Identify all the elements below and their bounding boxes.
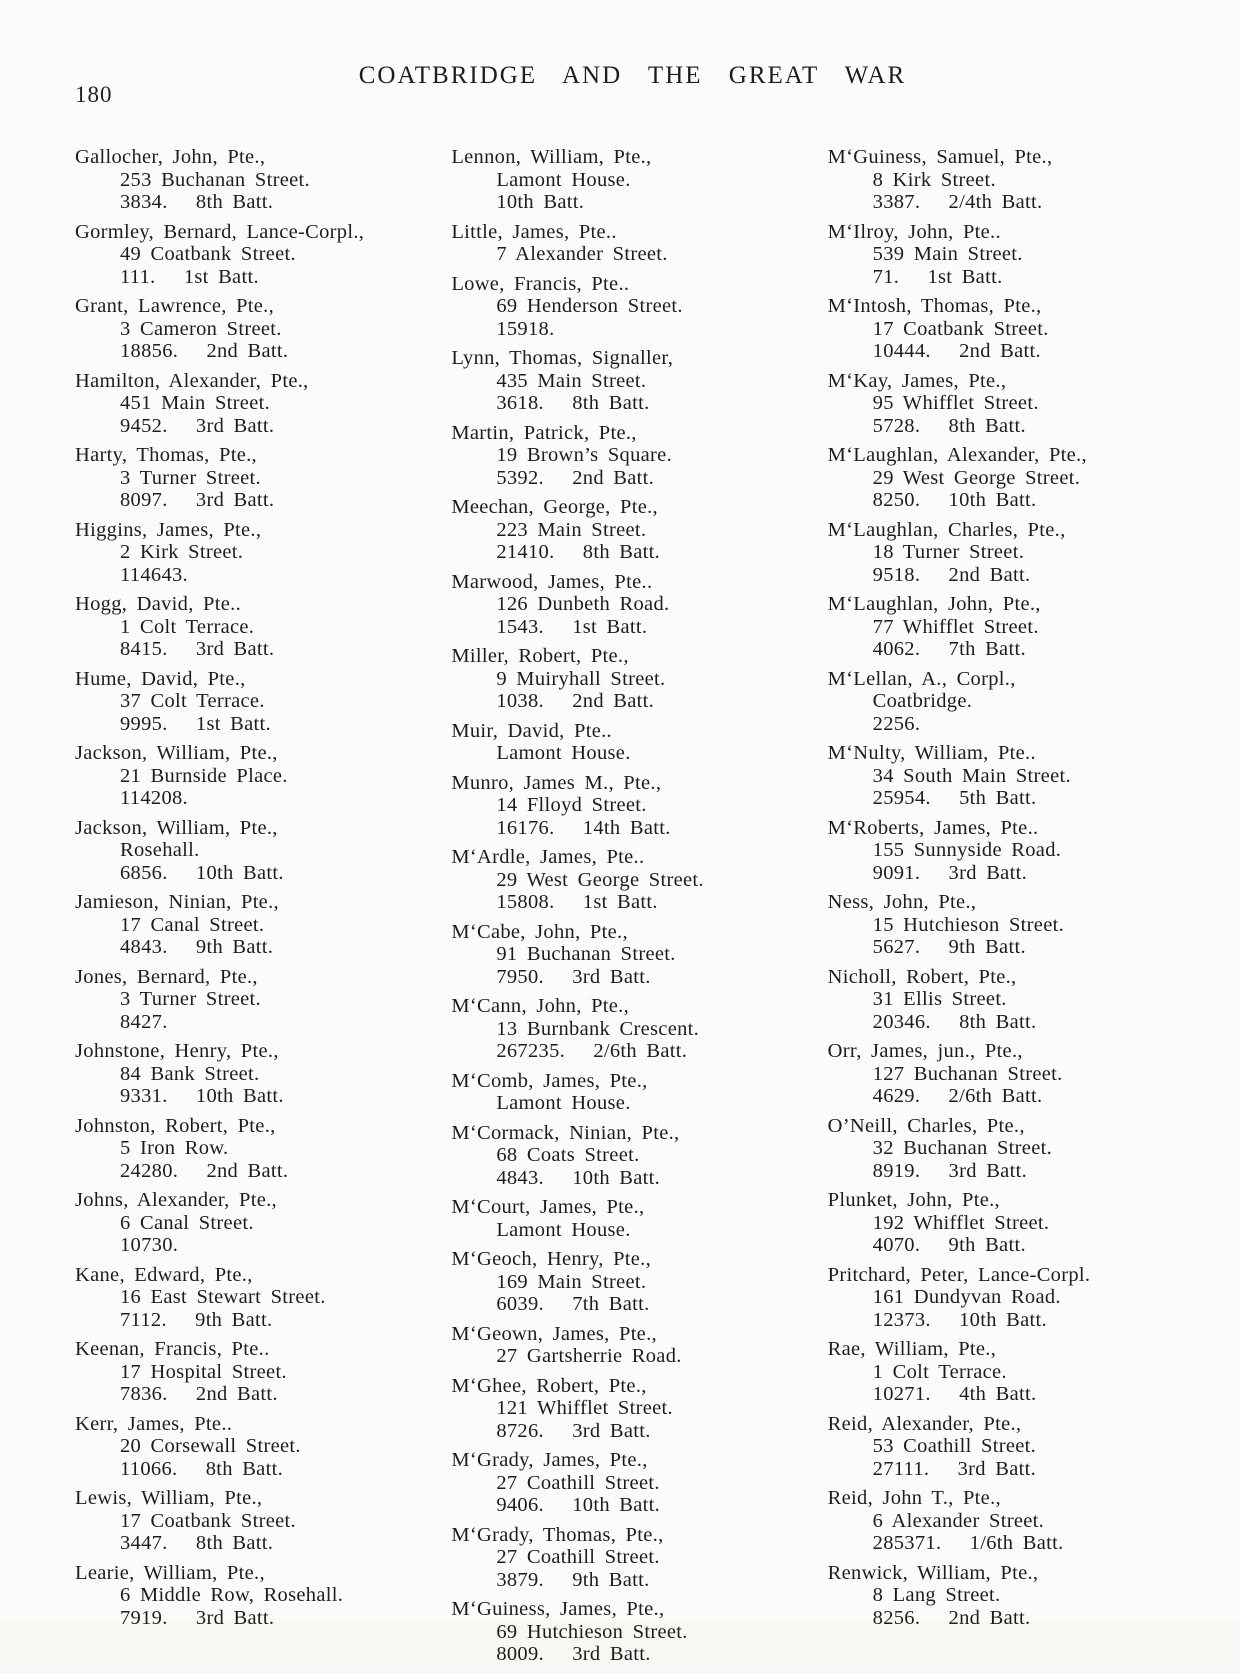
entry-detail: 3 Turner Street. [120,988,261,1010]
roll-entry [451,921,813,989]
entry-detail: 84 Bank Street. [120,1062,260,1085]
entry-detail: Lamont House. [496,742,631,764]
roll-of-honour-columns [75,146,1190,1673]
roll-entry [75,891,437,959]
entry-detail: 9518. 2nd Batt. [872,563,1031,586]
roll-entry [75,1189,437,1257]
entry-detail: Lamont House. [496,168,631,191]
entry-name: M‘Court, James, Pte., [451,1196,645,1218]
entry-detail: 31 Ellis Street. [872,988,1007,1010]
entry-name: M‘Cabe, John, Pte., [451,920,628,943]
entry-detail: 192 Whifflet Street. [872,1211,1050,1234]
entry-name: M‘Kay, James, Pte., [827,369,1007,392]
entry-detail: 10444. 2nd Batt. [872,340,1041,362]
entry-name: M‘Ilroy, John, Pte.. [827,220,1001,243]
entry-detail: 3387. 2/4th Batt. [872,191,1043,213]
entry-name: Lewis, William, Pte., [75,1487,263,1509]
roll-entry [451,273,813,341]
entry-detail: 7919. 3rd Batt. [120,1606,275,1629]
entry-name: Renwick, William, Pte., [827,1561,1039,1584]
entry-detail: 21 Burnside Place. [120,764,288,787]
entry-name: M‘Laughlan, John, Pte., [827,593,1041,615]
entry-name: M‘Ghee, Robert, Pte., [451,1374,647,1397]
entry-detail: 3879. 9th Batt. [496,1568,650,1591]
roll-entry [451,1196,813,1241]
roll-entry [828,668,1190,736]
entry-detail: 8 Lang Street. [872,1584,1001,1606]
entry-detail: 32 Buchanan Street. [872,1137,1053,1159]
entry-name: Munro, James M., Pte., [451,771,662,794]
entry-detail: 8250. 10th Batt. [872,489,1037,511]
roll-entry [451,1122,813,1190]
entry-name: Hogg, David, Pte.. [75,593,241,615]
entry-detail: 12373. 10th Batt. [872,1308,1047,1331]
entry-name: Jones, Bernard, Pte., [75,965,258,988]
roll-entry [451,496,813,564]
roll-entry [451,1449,813,1517]
entry-detail: 53 Coathill Street. [872,1435,1037,1457]
entry-name: Gormley, Bernard, Lance-Corpl., [75,220,365,243]
roll-entry [75,817,437,885]
entry-detail: 69 Henderson Street. [496,295,683,317]
entry-name: M‘Laughlan, Alexander, Pte., [827,444,1087,466]
entry-detail: 10271. 4th Batt. [872,1383,1037,1405]
entry-name: Martin, Patrick, Pte., [451,421,637,444]
entry-detail: 223 Main Street. [496,518,647,541]
roll-entry [828,1487,1190,1555]
entry-name: Learie, William, Pte., [75,1561,265,1584]
entry-detail: 8415. 3rd Batt. [120,638,275,660]
roll-entry [75,593,437,661]
entry-detail: 8726. 3rd Batt. [496,1419,651,1442]
entry-detail: 3 Turner Street. [120,466,261,489]
entry-detail: 127 Buchanan Street. [872,1062,1063,1085]
roll-entry [451,1598,813,1666]
entry-detail: 21410. 8th Batt. [496,541,661,563]
entry-detail: 5728. 8th Batt. [872,414,1026,437]
entry-detail: 253 Buchanan Street. [120,168,310,191]
roll-entry [451,1248,813,1316]
entry-name: Lowe, Francis, Pte.. [451,272,630,295]
entry-detail: 17 Hospital Street. [120,1360,287,1383]
entry-name: Reid, John T., Pte., [827,1487,1001,1509]
entry-detail: 6 Canal Street. [120,1211,254,1234]
entry-detail: 15 Hutchieson Street. [872,913,1065,936]
entry-name: Ness, John, Pte., [827,891,977,913]
roll-entry [828,891,1190,959]
entry-detail: 8256. 2nd Batt. [872,1606,1031,1629]
entry-detail: 539 Main Street. [872,243,1023,265]
roll-entry [828,1413,1190,1481]
entry-name: Miller, Robert, Pte., [451,645,629,667]
column-1 [75,146,437,1673]
roll-entry [828,1115,1190,1183]
entry-detail: 114208. [120,787,188,809]
entry-detail: 2 Kirk Street. [120,541,244,563]
entry-name: M‘Grady, Thomas, Pte., [451,1523,664,1546]
entry-name: Johns, Alexander, Pte., [75,1189,277,1211]
entry-name: Pritchard, Peter, Lance-Corpl. [827,1263,1091,1286]
entry-detail: 2256. [872,712,921,735]
entry-detail: 4629. 2/6th Batt. [872,1085,1043,1107]
entry-name: M‘Cormack, Ninian, Pte., [451,1121,680,1144]
entry-name: M‘Guiness, Samuel, Pte., [827,146,1053,168]
roll-entry [828,742,1190,810]
roll-entry [828,1562,1190,1630]
entry-name: Rae, William, Pte., [827,1338,997,1360]
entry-detail: 7112. 9th Batt. [120,1308,273,1331]
entry-detail: 25954. 5th Batt. [872,787,1037,809]
roll-entry [75,966,437,1034]
entry-detail: 71. 1st Batt. [872,265,1003,288]
entry-detail: 17 Canal Street. [120,913,265,936]
entry-name: Keenan, Francis, Pte.. [75,1338,270,1360]
entry-detail: 4070. 9th Batt. [872,1234,1026,1256]
page-title: COATBRIDGE AND THE GREAT WAR [358,62,907,89]
entry-detail: 1038. 2nd Batt. [496,690,655,712]
entry-detail: 15808. 1st Batt. [496,891,658,913]
entry-detail: 3 Cameron Street. [120,317,282,340]
entry-detail: 8097. 3rd Batt. [120,489,275,511]
entry-name: Lynn, Thomas, Signaller, [451,347,674,369]
entry-detail: 19 Brown’s Square. [496,444,673,466]
roll-entry [451,221,813,266]
entry-detail: 9452. 3rd Batt. [120,414,275,437]
column-3 [828,146,1190,1673]
roll-entry [75,1487,437,1555]
roll-entry [75,519,437,587]
entry-detail: 11066. 8th Batt. [120,1457,283,1480]
entry-name: M‘Lellan, A., Corpl., [827,667,1016,690]
entry-detail: 1 Colt Terrace. [872,1360,1007,1383]
entry-detail: 451 Main Street. [120,392,271,414]
entry-detail: 9406. 10th Batt. [496,1494,661,1516]
entry-name: M‘Grady, James, Pte., [451,1449,648,1471]
entry-name: Kerr, James, Pte.. [75,1412,233,1435]
entry-detail: 5 Iron Row. [120,1137,229,1159]
entry-detail: 3447. 8th Batt. [120,1532,274,1554]
entry-detail: 27 Coathill Street. [496,1546,660,1568]
roll-entry [75,1040,437,1108]
entry-detail: 9995. 1st Batt. [120,712,271,735]
entry-detail: 16 East Stewart Street. [120,1286,326,1308]
entry-detail: 27 Gartsherrie Road. [496,1345,682,1367]
entry-name: Little, James, Pte.. [451,220,617,243]
roll-entry [75,221,437,289]
roll-entry [451,846,813,914]
entry-detail: 17 Coatbank Street. [120,1509,296,1532]
entry-detail: 6039. 7th Batt. [496,1293,650,1315]
roll-entry [828,1189,1190,1257]
entry-name: Muir, David, Pte.. [451,719,612,742]
roll-entry [75,1338,437,1406]
entry-detail: 16176. 14th Batt. [496,816,671,839]
entry-name: M‘Laughlan, Charles, Pte., [827,518,1066,541]
entry-detail: 4843. 9th Batt. [120,936,274,958]
entry-detail: 161 Dundyvan Road. [872,1286,1061,1308]
entry-name: Jackson, William, Pte., [75,742,278,764]
entry-name: Hume, David, Pte., [75,667,246,690]
roll-entry [75,742,437,810]
roll-entry [828,370,1190,438]
entry-detail: 9331. 10th Batt. [120,1085,284,1107]
entry-name: Lennon, William, Pte., [451,146,652,168]
roll-entry [75,370,437,438]
entry-detail: 27111. 3rd Batt. [872,1457,1037,1480]
entry-detail: 29 West George Street. [872,466,1081,489]
entry-name: M‘Cann, John, Pte., [451,995,630,1017]
roll-entry [828,1040,1190,1108]
entry-detail: 5392. 2nd Batt. [496,466,655,489]
entry-name: Marwood, James, Pte.. [451,570,653,593]
entry-name: Gallocher, John, Pte., [75,146,266,168]
roll-entry [75,1115,437,1183]
entry-detail: 435 Main Street. [496,369,647,392]
roll-entry [451,995,813,1063]
page-header [75,56,1190,112]
entry-detail: 24280. 2nd Batt. [120,1159,289,1182]
entry-detail: 69 Hutchieson Street. [496,1620,688,1643]
entry-detail: 6 Alexander Street. [872,1509,1045,1532]
entry-detail: 14 Flloyd Street. [496,794,647,816]
entry-name: Johnstone, Henry, Pte., [75,1040,279,1062]
entry-detail: 126 Dunbeth Road. [496,593,670,615]
entry-detail: 5627. 9th Batt. [872,936,1026,958]
entry-detail: Lamont House. [496,1218,631,1241]
entry-detail: 267235. 2/6th Batt. [496,1040,688,1062]
entry-detail: 1543. 1st Batt. [496,615,648,638]
roll-entry [828,519,1190,587]
entry-detail: 155 Sunnyside Road. [872,839,1062,861]
entry-detail: 68 Coats Street. [496,1144,640,1166]
roll-entry [451,772,813,840]
entry-detail: 114643. [120,563,188,586]
entry-detail: Rosehall. [120,839,200,861]
entry-detail: 37 Colt Terrace. [120,690,265,712]
entry-name: Higgins, James, Pte., [75,518,262,541]
roll-entry [75,1413,437,1481]
entry-name: M‘Ardle, James, Pte.. [451,846,645,868]
entry-detail: Coatbridge. [872,690,973,712]
entry-name: Harty, Thomas, Pte., [75,444,257,466]
entry-name: Johnston, Robert, Pte., [75,1114,276,1137]
roll-entry [828,817,1190,885]
entry-name: Plunket, John, Pte., [827,1189,1000,1211]
entry-detail: 10730. [120,1234,179,1256]
entry-detail: 13 Burnbank Crescent. [496,1017,700,1040]
entry-name: M‘Intosh, Thomas, Pte., [827,295,1042,317]
entry-name: M‘Nulty, William, Pte.. [827,742,1036,764]
entry-detail: 8427. [120,1010,168,1033]
roll-entry [451,1524,813,1592]
entry-name: Hamilton, Alexander, Pte., [75,369,309,392]
roll-entry [828,966,1190,1034]
entry-name: O’Neill, Charles, Pte., [827,1114,1025,1137]
roll-entry [828,1338,1190,1406]
entry-detail: 91 Buchanan Street. [496,943,676,965]
entry-detail: 49 Coatbank Street. [120,243,296,265]
entry-detail: 9 Muiryhall Street. [496,667,666,690]
roll-entry [451,347,813,415]
entry-detail: 10th Batt. [496,191,585,213]
entry-detail: 29 West George Street. [496,868,704,891]
entry-detail: 15918. [496,317,555,340]
roll-entry [828,444,1190,512]
entry-detail: Lamont House. [496,1092,631,1114]
roll-entry [75,668,437,736]
entry-detail: 7 Alexander Street. [496,243,668,265]
entry-detail: 285371. 1/6th Batt. [872,1532,1064,1554]
roll-entry [828,1264,1190,1332]
entry-name: Reid, Alexander, Pte., [827,1412,1022,1435]
roll-entry [451,1375,813,1443]
entry-detail: 6 Middle Row, Rosehall. [120,1584,344,1606]
entry-name: Meechan, George, Pte., [451,496,658,518]
roll-entry [828,295,1190,363]
roll-entry [451,1323,813,1368]
entry-detail: 17 Coatbank Street. [872,317,1049,340]
roll-entry [828,593,1190,661]
entry-detail: 9091. 3rd Batt. [872,861,1027,884]
roll-entry [828,146,1190,214]
roll-entry [75,146,437,214]
entry-detail: 169 Main Street. [496,1270,647,1293]
roll-entry [451,422,813,490]
entry-detail: 6856. 10th Batt. [120,861,284,884]
entry-name: Nicholl, Robert, Pte., [827,965,1017,988]
roll-entry [451,571,813,639]
entry-name: M‘Roberts, James, Pte.. [827,816,1039,839]
roll-entry [451,146,813,214]
entry-detail: 20346. 8th Batt. [872,1010,1037,1033]
entry-name: Grant, Lawrence, Pte., [75,295,275,317]
entry-detail: 4062. 7th Batt. [872,638,1026,660]
roll-entry [75,1562,437,1630]
entry-name: M‘Guiness, James, Pte., [451,1598,665,1620]
page-number: 180 [75,82,113,107]
entry-detail: 121 Whifflet Street. [496,1397,673,1419]
entry-detail: 8 Kirk Street. [872,168,996,191]
entry-detail: 20 Corsewall Street. [120,1435,301,1457]
roll-entry [75,444,437,512]
entry-name: Jamieson, Ninian, Pte., [75,891,279,913]
roll-entry [828,221,1190,289]
entry-detail: 1 Colt Terrace. [120,615,255,638]
entry-name: Kane, Edward, Pte., [75,1263,253,1286]
entry-detail: 95 Whifflet Street. [872,392,1039,414]
column-2 [451,146,813,1673]
entry-detail: 18856. 2nd Batt. [120,340,289,362]
entry-name: M‘Geoch, Henry, Pte., [451,1248,652,1270]
entry-detail: 27 Coathill Street. [496,1471,660,1494]
roll-entry [451,720,813,765]
entry-name: M‘Geown, James, Pte., [451,1322,657,1345]
entry-name: Orr, James, jun., Pte., [827,1040,1023,1062]
entry-detail: 34 South Main Street. [872,764,1071,787]
entry-detail: 7950. 3rd Batt. [496,965,651,988]
roll-entry [451,645,813,713]
entry-detail: 4843. 10th Batt. [496,1166,661,1189]
entry-detail: 3618. 8th Batt. [496,392,650,414]
roll-entry [75,295,437,363]
entry-detail: 8919. 3rd Batt. [872,1159,1027,1182]
roll-entry [75,1264,437,1332]
entry-detail: 3834. 8th Batt. [120,191,274,213]
roll-entry [451,1070,813,1115]
entry-detail: 8009. 3rd Batt. [496,1643,651,1665]
entry-name: M‘Comb, James, Pte., [451,1069,648,1092]
entry-detail: 111. 1st Batt. [120,265,259,288]
entry-detail: 7836. 2nd Batt. [120,1383,278,1405]
entry-detail: 77 Whifflet Street. [872,615,1039,638]
entry-name: Jackson, William, Pte., [75,816,278,839]
entry-detail: 18 Turner Street. [872,541,1025,563]
